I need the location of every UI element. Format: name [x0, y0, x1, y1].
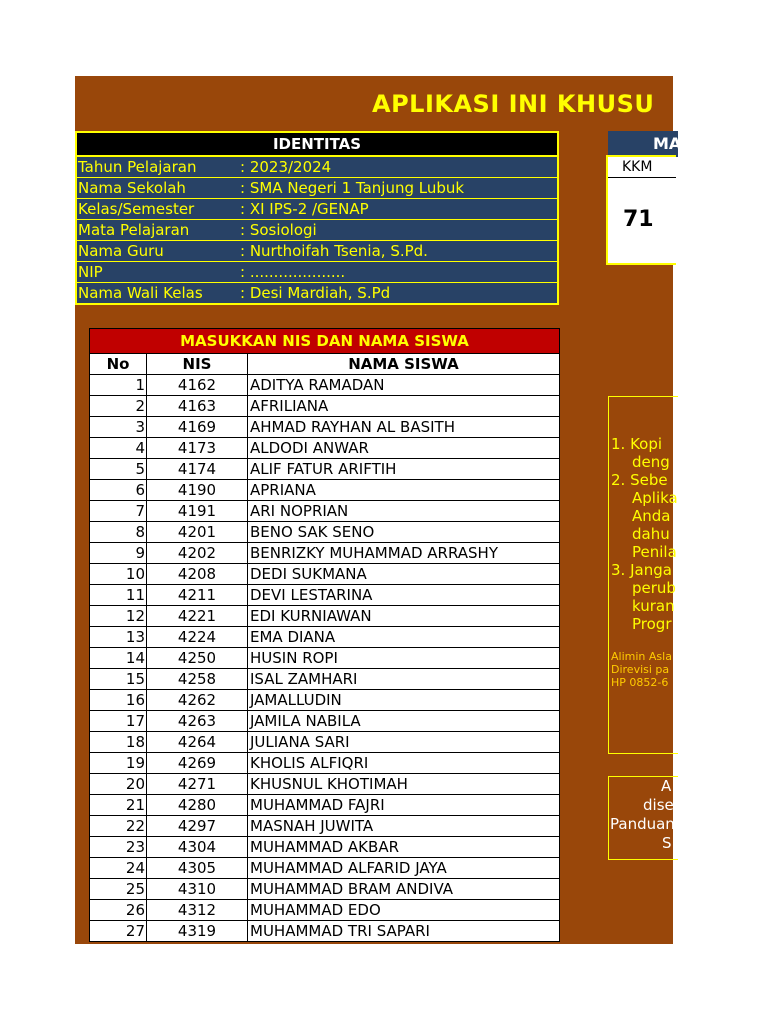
kkm-panel [606, 155, 676, 265]
table-row [90, 627, 560, 648]
student-no-cell[interactable]: 7 [90, 501, 147, 522]
instruction-line: 1. Kopi [611, 435, 663, 453]
student-name-cell[interactable]: MUHAMMAD ALFARID JAYA [248, 858, 560, 879]
student-name-cell[interactable]: DEDI SUKMANA [248, 564, 560, 585]
student-name-cell[interactable]: ADITYA RAMADAN [248, 375, 560, 396]
student-name-cell[interactable]: JAMALLUDIN [248, 690, 560, 711]
table-row [90, 438, 560, 459]
students-table-title: MASUKKAN NIS DAN NAMA SISWA [90, 329, 560, 354]
student-no-cell[interactable]: 16 [90, 690, 147, 711]
student-no-cell[interactable]: 15 [90, 669, 147, 690]
instruction-line: deng [632, 453, 670, 471]
student-nis-cell[interactable]: 4280 [147, 795, 248, 816]
student-nis-cell[interactable]: 4169 [147, 417, 248, 438]
student-name-cell[interactable]: APRIANA [248, 480, 560, 501]
identitas-row-sekolah[interactable] [77, 178, 557, 199]
student-no-cell[interactable]: 11 [90, 585, 147, 606]
table-row [90, 522, 560, 543]
identitas-value[interactable]: : SMA Negeri 1 Tanjung Lubuk [240, 179, 465, 197]
identitas-panel [75, 131, 559, 305]
student-nis-cell[interactable]: 4264 [147, 732, 248, 753]
table-row [90, 648, 560, 669]
table-row [90, 921, 560, 942]
identitas-label: Kelas/Semester [78, 200, 195, 218]
student-nis-cell[interactable]: 4319 [147, 921, 248, 942]
student-no-cell[interactable]: 23 [90, 837, 147, 858]
student-nis-cell[interactable]: 4262 [147, 690, 248, 711]
instruction-line: Aplika [632, 489, 678, 507]
credit-line: HP 0852-6 [611, 676, 669, 689]
table-row [90, 900, 560, 921]
instruction-line: Penila [632, 543, 677, 561]
identitas-row-tahun[interactable] [77, 157, 557, 178]
identitas-label: Nama Guru [78, 242, 164, 260]
student-name-cell[interactable]: EDI KURNIAWAN [248, 606, 560, 627]
student-name-cell[interactable]: KHOLIS ALFIQRI [248, 753, 560, 774]
table-row [90, 816, 560, 837]
identitas-label: Nama Sekolah [78, 179, 186, 197]
student-no-cell[interactable]: 10 [90, 564, 147, 585]
student-nis-cell[interactable]: 4304 [147, 837, 248, 858]
student-nis-cell[interactable]: 4190 [147, 480, 248, 501]
student-name-cell[interactable]: MUHAMMAD BRAM ANDIVA [248, 879, 560, 900]
student-nis-cell[interactable]: 4269 [147, 753, 248, 774]
student-no-cell[interactable]: 19 [90, 753, 147, 774]
identitas-row-guru[interactable] [77, 241, 557, 262]
app-title: APLIKASI INI KHUSU [372, 90, 655, 118]
student-nis-cell[interactable]: 4263 [147, 711, 248, 732]
student-nis-cell[interactable]: 4191 [147, 501, 248, 522]
table-row [90, 417, 560, 438]
panduan-button[interactable] [608, 776, 678, 860]
student-nis-cell[interactable]: 4162 [147, 375, 248, 396]
identitas-row-mapel[interactable] [77, 220, 557, 241]
student-nis-cell[interactable]: 4258 [147, 669, 248, 690]
table-row [90, 795, 560, 816]
student-no-cell[interactable]: 18 [90, 732, 147, 753]
table-row [90, 669, 560, 690]
student-name-cell[interactable]: BENRIZKY MUHAMMAD ARRASHY [248, 543, 560, 564]
student-nis-cell[interactable]: 4174 [147, 459, 248, 480]
student-name-cell[interactable]: AHMAD RAYHAN AL BASITH [248, 417, 560, 438]
student-nis-cell[interactable]: 4201 [147, 522, 248, 543]
identitas-label: Nama Wali Kelas [78, 284, 203, 302]
identitas-value[interactable]: : 2023/2024 [240, 158, 332, 176]
spreadsheet-sheet [75, 76, 682, 944]
student-no-cell[interactable]: 9 [90, 543, 147, 564]
table-row [90, 879, 560, 900]
identitas-label: Mata Pelajaran [78, 221, 190, 239]
identitas-row-kelas[interactable] [77, 199, 557, 220]
student-nis-cell[interactable]: 4250 [147, 648, 248, 669]
student-nis-cell[interactable]: 4202 [147, 543, 248, 564]
student-no-cell[interactable]: 1 [90, 375, 147, 396]
student-no-cell[interactable]: 17 [90, 711, 147, 732]
student-nis-cell[interactable]: 4297 [147, 816, 248, 837]
student-no-cell[interactable]: 14 [90, 648, 147, 669]
table-row [90, 711, 560, 732]
student-name-cell[interactable]: ISAL ZAMHARI [248, 669, 560, 690]
table-row [90, 774, 560, 795]
student-name-cell[interactable]: KHUSNUL KHOTIMAH [248, 774, 560, 795]
student-nis-cell[interactable]: 4312 [147, 900, 248, 921]
panduan-line: A [661, 777, 672, 795]
student-name-cell[interactable]: MUHAMMAD TRI SAPARI [248, 921, 560, 942]
student-no-cell[interactable]: 12 [90, 606, 147, 627]
student-no-cell[interactable]: 21 [90, 795, 147, 816]
table-row [90, 690, 560, 711]
student-no-cell[interactable]: 24 [90, 858, 147, 879]
table-row [90, 564, 560, 585]
panduan-line: Panduan [610, 815, 675, 833]
student-name-cell[interactable]: ALIF FATUR ARIFTIH [248, 459, 560, 480]
identitas-value[interactable]: : Nurthoifah Tsenia, S.Pd. [240, 242, 428, 260]
instruction-line: dahu [632, 525, 670, 543]
student-name-cell[interactable]: BENO SAK SENO [248, 522, 560, 543]
table-row [90, 501, 560, 522]
student-no-cell[interactable]: 25 [90, 879, 147, 900]
student-no-cell[interactable]: 26 [90, 900, 147, 921]
identitas-value[interactable]: : Desi Mardiah, S.Pd [240, 284, 391, 302]
student-name-cell[interactable]: MUHAMMAD AKBAR [248, 837, 560, 858]
instruction-line: 3. Janga [611, 561, 672, 579]
author-credit [611, 650, 672, 689]
identitas-label: NIP [78, 263, 103, 281]
column-header-nama: NAMA SISWA [248, 354, 560, 375]
student-nis-cell[interactable]: 4305 [147, 858, 248, 879]
instruction-line: kuran [632, 597, 675, 615]
student-nis-cell[interactable]: 4224 [147, 627, 248, 648]
student-no-cell[interactable]: 8 [90, 522, 147, 543]
table-row [90, 753, 560, 774]
kkm-value[interactable]: 71 [623, 207, 654, 232]
identitas-value[interactable]: : Sosiologi [240, 221, 317, 239]
student-no-cell[interactable]: 5 [90, 459, 147, 480]
credit-line: Direvisi pa [611, 663, 670, 676]
student-no-cell[interactable]: 6 [90, 480, 147, 501]
panduan-line: S [662, 834, 672, 852]
table-row [90, 396, 560, 417]
student-name-cell[interactable]: ARI NOPRIAN [248, 501, 560, 522]
student-name-cell[interactable]: JAMILA NABILA [248, 711, 560, 732]
column-header-no: No [90, 354, 147, 375]
student-nis-cell[interactable]: 4163 [147, 396, 248, 417]
table-row [90, 480, 560, 501]
table-row [90, 543, 560, 564]
students-table [89, 328, 560, 942]
instruction-line: Anda [632, 507, 671, 525]
student-name-cell[interactable]: DEVI LESTARINA [248, 585, 560, 606]
student-no-cell[interactable]: 27 [90, 921, 147, 942]
student-name-cell[interactable]: MUHAMMAD EDO [248, 900, 560, 921]
mapel-header: MA [608, 131, 678, 157]
student-no-cell[interactable]: 22 [90, 816, 147, 837]
student-name-cell[interactable]: HUSIN ROPI [248, 648, 560, 669]
kkm-label: KKM [608, 157, 676, 178]
table-row [90, 837, 560, 858]
student-no-cell[interactable]: 4 [90, 438, 147, 459]
identitas-row-nip[interactable] [77, 262, 557, 283]
student-nis-cell[interactable]: 4208 [147, 564, 248, 585]
table-row [90, 732, 560, 753]
column-header-nis: NIS [147, 354, 248, 375]
table-row [90, 375, 560, 396]
student-nis-cell[interactable]: 4271 [147, 774, 248, 795]
student-no-cell[interactable]: 2 [90, 396, 147, 417]
student-name-cell[interactable]: MUHAMMAD FAJRI [248, 795, 560, 816]
student-name-cell[interactable]: ALDODI ANWAR [248, 438, 560, 459]
table-row [90, 459, 560, 480]
table-row [90, 606, 560, 627]
student-nis-cell[interactable]: 4221 [147, 606, 248, 627]
identitas-label: Tahun Pelajaran [78, 158, 197, 176]
student-name-cell[interactable]: AFRILIANA [248, 396, 560, 417]
identitas-header: IDENTITAS [77, 133, 557, 157]
panduan-line: dise [643, 796, 674, 814]
instructions-panel [608, 396, 678, 754]
student-no-cell[interactable]: 3 [90, 417, 147, 438]
instruction-line: Progr [632, 615, 672, 633]
student-no-cell[interactable]: 13 [90, 627, 147, 648]
student-nis-cell[interactable]: 4211 [147, 585, 248, 606]
table-row [90, 585, 560, 606]
identitas-value[interactable]: : XI IPS-2 /GENAP [240, 200, 369, 218]
instructions-list [611, 435, 678, 633]
instruction-line: 2. Sebe [611, 471, 668, 489]
student-name-cell[interactable]: MASNAH JUWITA [248, 816, 560, 837]
student-name-cell[interactable]: JULIANA SARI [248, 732, 560, 753]
identitas-row-wali-kelas[interactable] [77, 283, 557, 303]
table-row [90, 858, 560, 879]
student-nis-cell[interactable]: 4173 [147, 438, 248, 459]
student-name-cell[interactable]: EMA DIANA [248, 627, 560, 648]
student-nis-cell[interactable]: 4310 [147, 879, 248, 900]
credit-line: Alimin Asla [611, 650, 672, 663]
student-no-cell[interactable]: 20 [90, 774, 147, 795]
identitas-value[interactable]: : .................... [240, 263, 346, 281]
instruction-line: perub [632, 579, 676, 597]
